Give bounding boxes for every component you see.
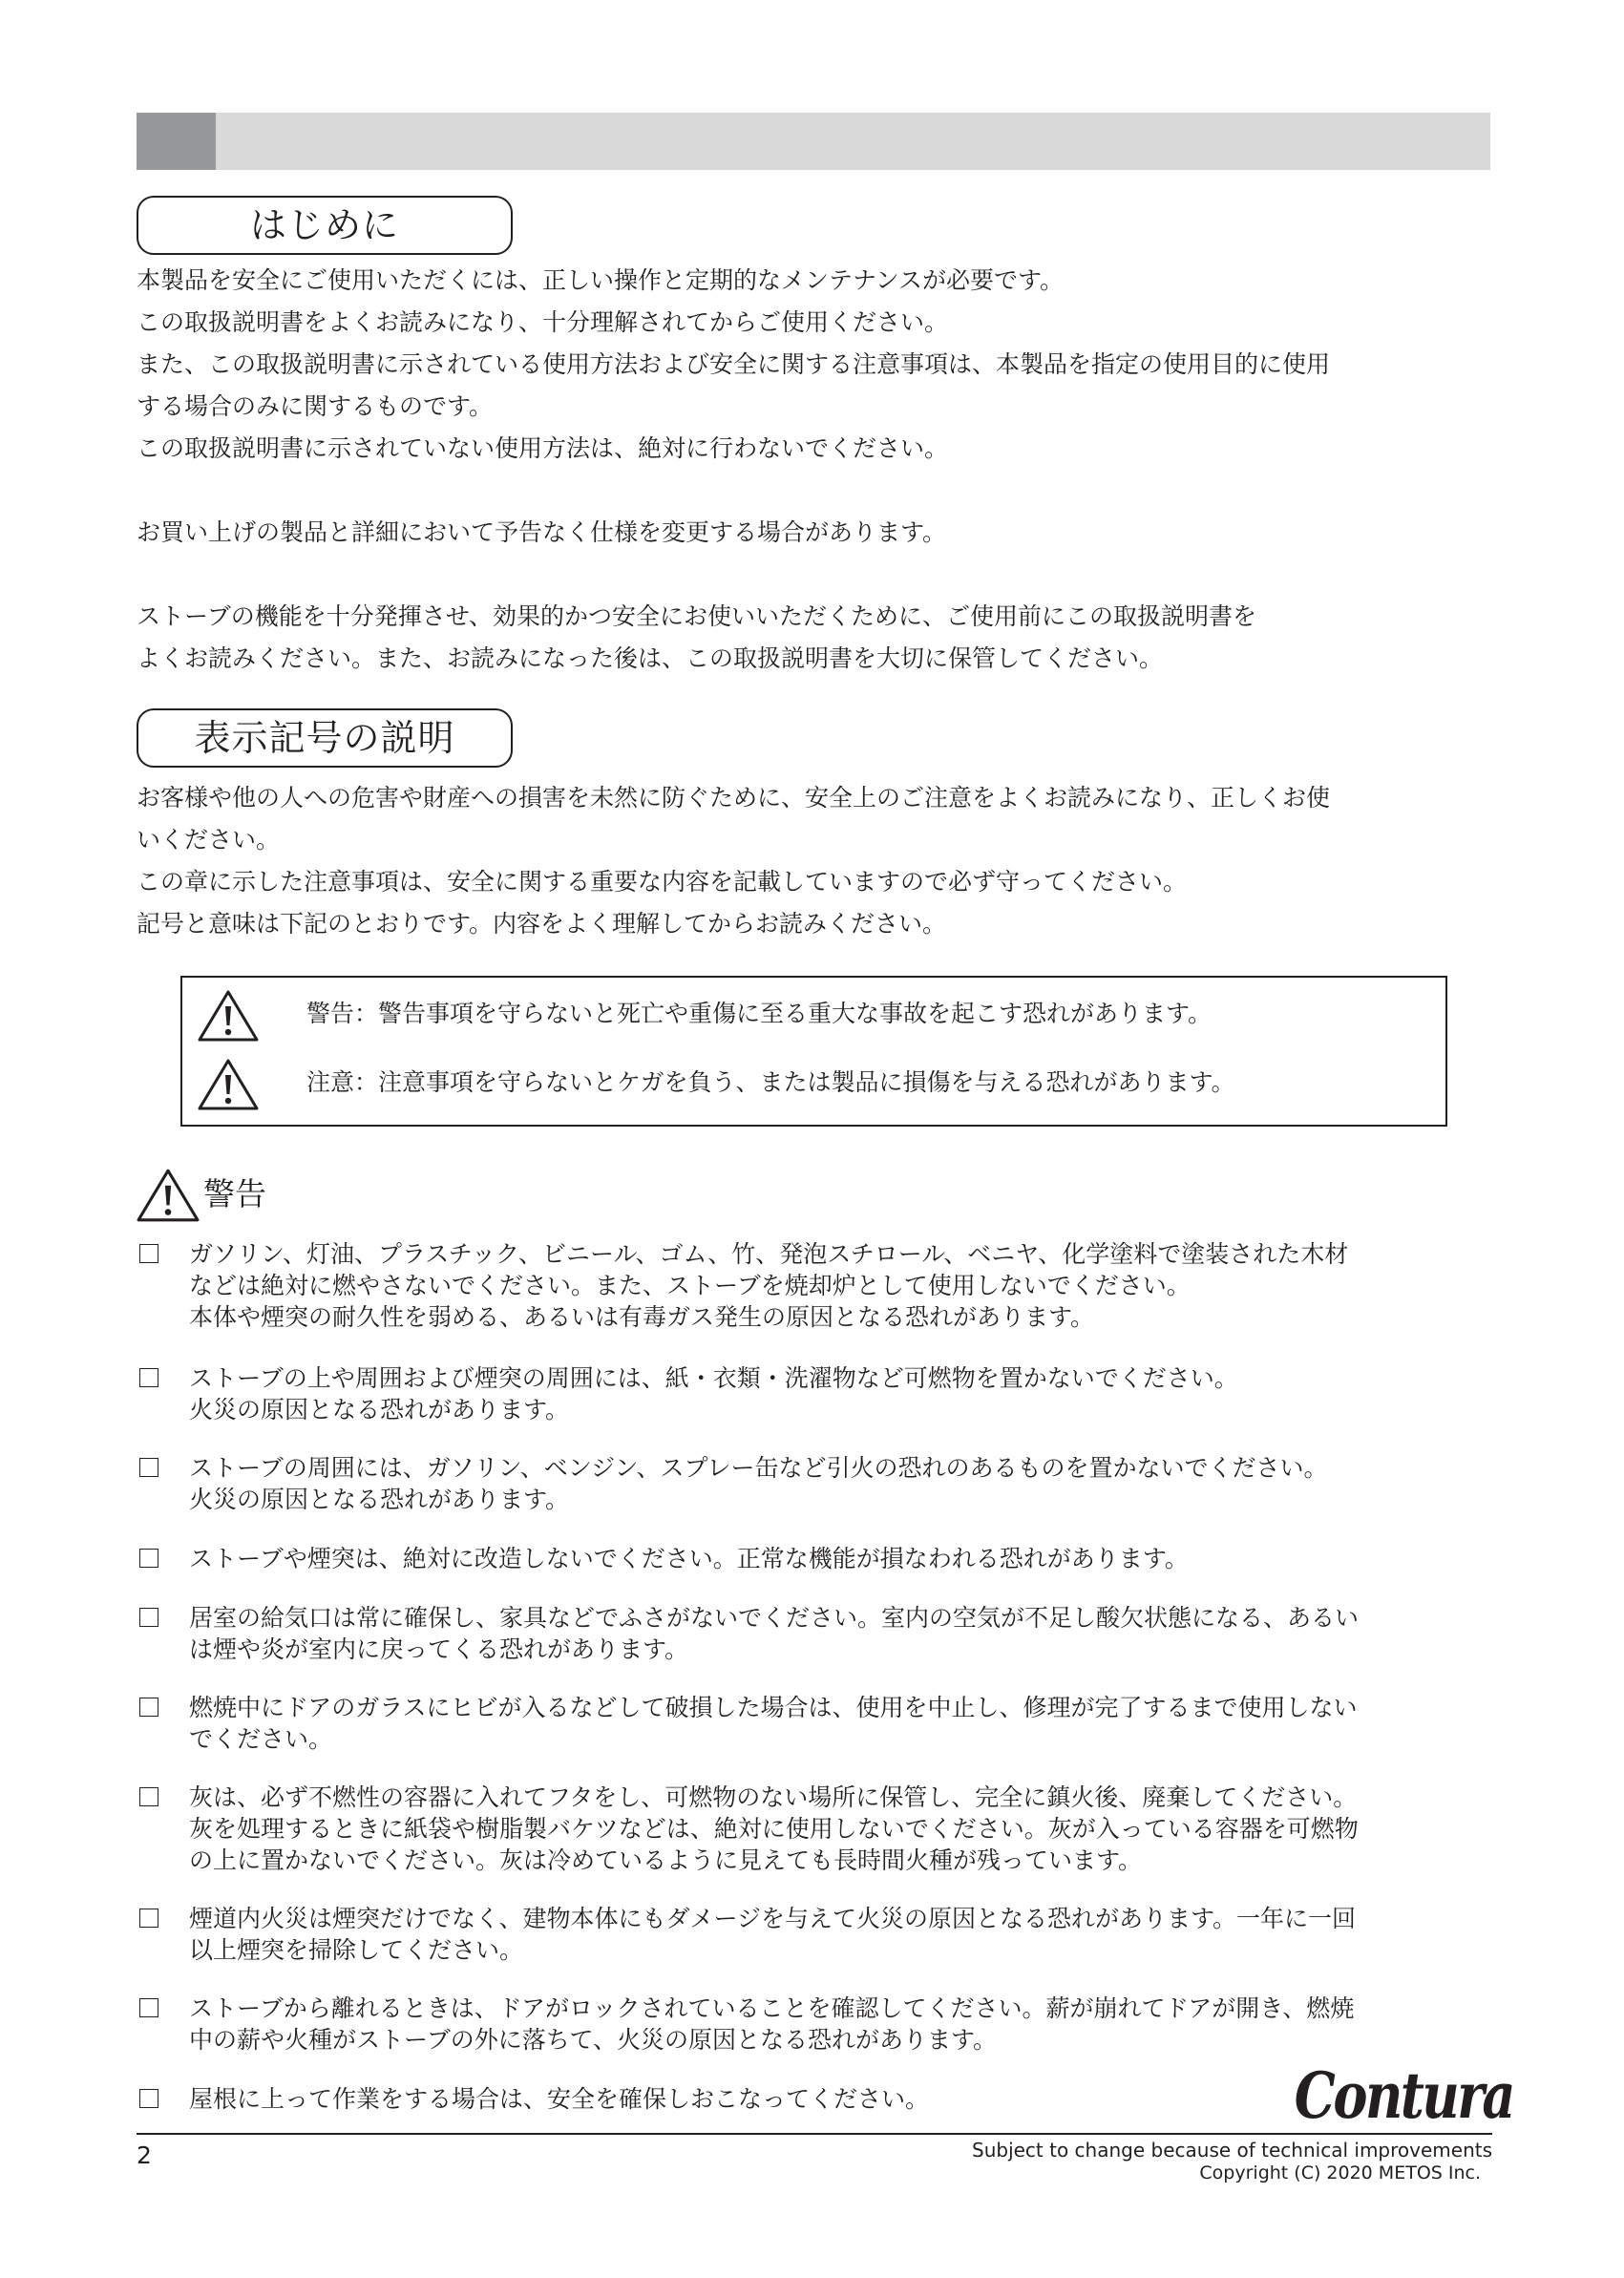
symbols-heading: 表示記号の説明	[137, 708, 513, 768]
legend-row-warning	[182, 987, 1445, 1044]
checkbox-icon	[139, 1244, 158, 1263]
footer-copyright: Copyright (C) 2020 METOS Inc.	[1199, 2162, 1481, 2183]
intro-closing-line: よくお読みください。また、お読みになった後は、この取扱説明書を大切に保管してください。	[137, 644, 1164, 672]
warning-line: ストーブの上や周囲および煙突の周囲には、紙・衣類・洗濯物など可燃物を置かないでください。	[189, 1364, 1238, 1392]
warning-triangle-icon	[137, 1167, 200, 1224]
warning-line: 本体や煙突の耐久性を弱める、あるいは有毒ガス発生の原因となる恐れがあります。	[189, 1303, 1095, 1331]
footer-note: Subject to change because of technical improvements	[972, 2139, 1492, 2162]
symbol-legend-box	[180, 976, 1447, 1127]
warning-line: 灰は、必ず不燃性の容器に入れてフタをし、可燃物のない場所に保管し、完全に鎮火後、廃棄してください。	[189, 1783, 1358, 1811]
checkbox-icon	[139, 2089, 158, 2108]
warning-line: ストーブの周囲には、ガソリン、ベンジン、スプレー缶など引火の恐れのあるものを置かないでください。	[189, 1454, 1328, 1482]
warning-line: 煙道内火災は煙突だけでなく、建物本体にもダメージを与えて火災の原因となる恐れがあります。一年に一回	[189, 1905, 1357, 1932]
warning-line: ガソリン、灯油、プラスチック、ビニール、ゴム、竹、発泡スチロール、ベニヤ、化学塗料で塗装された木材	[189, 1240, 1349, 1268]
checkbox-icon	[139, 1608, 158, 1627]
warning-line: 火災の原因となる恐れがあります。	[189, 1486, 570, 1513]
symbols-line: この章に示した注意事項は、安全に関する重要な内容を記載していますので必ず守ってください。	[137, 868, 1188, 896]
symbols-line: 記号と意味は下記のとおりです。内容をよく理解してからお読みください。	[137, 910, 947, 938]
symbols-line: いください。	[137, 826, 281, 854]
checkbox-icon	[139, 1698, 158, 1717]
caution-triangle-icon	[198, 1058, 259, 1111]
checkbox-icon	[139, 1787, 158, 1806]
warning-line: は煙や炎が室内に戻ってくる恐れがあります。	[189, 1635, 689, 1663]
warning-line: 中の薪や火種がストーブの外に落ちて、火災の原因となる恐れがあります。	[189, 2026, 998, 2054]
symbols-line: お客様や他の人への危害や財産への損害を未然に防ぐために、安全上のご注意をよくお読みになり、正しくお使	[137, 784, 1331, 812]
intro-line: この取扱説明書に示されていない使用方法は、絶対に行わないでください。	[137, 434, 949, 462]
legend-row-caution	[182, 1056, 1445, 1113]
symbols-text	[137, 777, 1492, 945]
warning-line: 火災の原因となる恐れがあります。	[189, 1396, 570, 1424]
warning-line: などは絶対に燃やさないでください。また、ストーブを焼却炉として使用しないでください。	[189, 1272, 1191, 1299]
intro-line: 本製品を安全にご使用いただくには、正しい操作と定期的なメンテナンスが必要です。	[137, 266, 1065, 294]
intro-text	[137, 260, 1492, 680]
checkbox-icon	[139, 1998, 158, 2017]
header-bar	[137, 113, 1490, 170]
legend-caution-text: 注意：注意事項を守らないとケガを負う、または製品に損傷を与える恐れがあります。	[306, 1068, 1235, 1096]
warning-line: ストーブや煙突は、絶対に改造しないでください。正常な機能が損なわれる恐れがあります。	[189, 1545, 1189, 1572]
page-number: 2	[137, 2141, 152, 2169]
checkbox-icon	[139, 1458, 158, 1477]
warning-heading-label: 警告	[203, 1175, 266, 1213]
warning-line: 居室の給気口は常に確保し、家具などでふさがないでください。室内の空気が不足し酸欠状態になる、あるい	[189, 1604, 1360, 1632]
intro-closing-line: ストーブの機能を十分発揮させ、効果的かつ安全にお使いいただくために、ご使用前にこの取扱説明書を	[137, 602, 1257, 630]
intro-line: する場合のみに関するものです。	[137, 392, 494, 420]
warning-line: 灰を処理するときに紙袋や樹脂製バケツなどは、絶対に使用しないでください。灰が入っている容器を可燃物	[189, 1815, 1359, 1843]
checkbox-icon	[139, 1549, 158, 1568]
warning-line: でください。	[189, 1725, 333, 1753]
legend-warning-text: 警告：警告事項を守らないと死亡や重傷に至る重大な事故を起こす恐れがあります。	[306, 1000, 1213, 1027]
intro-line: また、この取扱説明書に示されている使用方法および安全に関する注意事項は、本製品を指定の使用目的に使用	[137, 350, 1331, 378]
header-accent-block	[137, 113, 216, 170]
intro-heading: はじめに	[137, 196, 513, 255]
footer-rule	[137, 2133, 1492, 2135]
intro-line: この取扱説明書をよくお読みになり、十分理解されてからご使用ください。	[137, 308, 949, 336]
spec-change-note: お買い上げの製品と詳細において予告なく仕様を変更する場合があります。	[137, 518, 947, 546]
warning-line: 以上煙突を掃除してください。	[189, 1936, 524, 1964]
contura-logo: Contura	[1294, 2058, 1513, 2133]
checkbox-icon	[139, 1909, 158, 1928]
checkbox-icon	[139, 1368, 158, 1387]
warning-line: 屋根に上って作業をする場合は、安全を確保しおこなってください。	[189, 2085, 930, 2113]
warning-triangle-icon	[198, 989, 259, 1043]
warning-line: ストーブから離れるときは、ドアがロックされていることを確認してください。薪が崩れてドアが開き、燃焼	[189, 1994, 1355, 2022]
warning-line: の上に置かないでください。灰は冷めているように見えても長時間火種が残っています。	[189, 1846, 1143, 1874]
warning-line: 燃焼中にドアのガラスにヒビが入るなどして破損した場合は、使用を中止し、修理が完了するまで使用しない	[189, 1694, 1358, 1721]
